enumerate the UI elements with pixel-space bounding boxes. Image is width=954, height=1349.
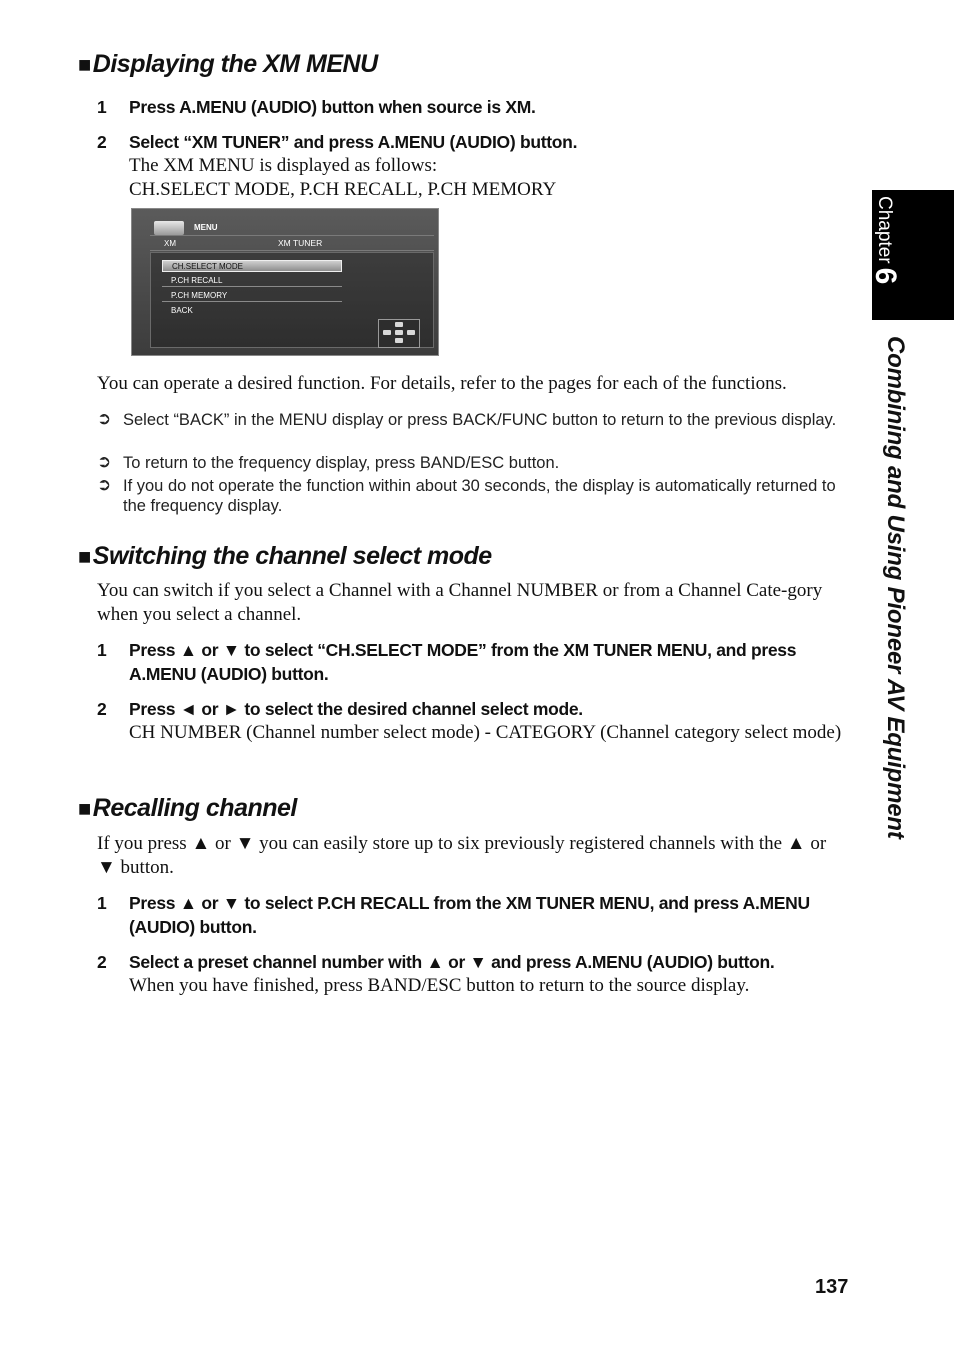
- note-text: To return to the frequency display, press BAND/ESC button.: [123, 454, 560, 472]
- step-1-recalling: [97, 891, 857, 939]
- chapter-tab-label: [871, 196, 905, 284]
- step-number: 2: [97, 952, 107, 972]
- step-number: 1: [97, 893, 107, 913]
- heading-marker: ■: [78, 544, 91, 569]
- section-heading-xm-menu: [78, 50, 378, 79]
- step-description: CH NUMBER (Channel number select mode) - CATEGORY (Channel category select mode): [129, 722, 842, 743]
- step-text: Press ▲ or ▼ to select “CH.SELECT MODE” from the XM TUNER MENU, and press A.MENU (AUDIO) button.: [129, 640, 797, 684]
- note-2: [97, 453, 857, 473]
- menu-item-ch-select-mode[interactable]: CH.SELECT MODE: [162, 260, 342, 272]
- xm-menu-screenshot: [131, 208, 439, 356]
- chapter-number: 6: [869, 267, 902, 285]
- heading-text: Recalling channel: [92, 794, 297, 822]
- up-arrow-icon: [395, 322, 403, 327]
- direction-pad-icon: [378, 319, 420, 348]
- note-1: [97, 410, 857, 430]
- step-number: 2: [97, 699, 107, 719]
- step-2-switching: [97, 697, 857, 745]
- step-number: 1: [97, 97, 107, 117]
- menu-item-p-ch-recall[interactable]: P.CH RECALL: [162, 275, 342, 287]
- note-arrow-icon: ➲: [97, 409, 112, 428]
- heading-text: Displaying the XM MENU: [92, 50, 378, 78]
- step-text: Press ◄ or ► to select the desired channel select mode.: [129, 699, 583, 719]
- note-3: [97, 476, 857, 516]
- xm-menu-paragraph: You can operate a desired function. For details, refer to the pages for each of the functions.: [97, 373, 787, 394]
- note-arrow-icon: ➲: [97, 475, 112, 494]
- chapter-label: Chapter: [874, 196, 895, 264]
- step-text: Select a preset channel number with ▲ or ▼ and press A.MENU (AUDIO) button.: [129, 952, 775, 972]
- step-1-switching: [97, 638, 857, 686]
- note-text: Select “BACK” in the MENU display or press BACK/FUNC button to return to the previous display.: [123, 411, 837, 429]
- step-text: Press A.MENU (AUDIO) button when source is XM.: [129, 97, 536, 117]
- note-arrow-icon: ➲: [97, 452, 112, 471]
- step-description: The XM MENU is displayed as follows:: [129, 155, 438, 176]
- step-2-xm: [97, 130, 857, 202]
- switching-paragraph: You can switch if you select a Channel with a Channel NUMBER or from a Channel Cate-gory when you select a channel.: [97, 580, 823, 625]
- section-heading-switching: [78, 542, 492, 571]
- menu-item-back[interactable]: BACK: [171, 306, 193, 315]
- step-description: When you have finished, press BAND/ESC button to return to the source display.: [129, 975, 750, 996]
- step-1-xm: [97, 95, 857, 119]
- screen-header-line: [150, 221, 434, 236]
- section-heading-recalling: [78, 794, 297, 823]
- center-button-icon: [395, 330, 403, 335]
- step-2-recalling: [97, 950, 857, 998]
- chapter-title: Combining and Using Pioneer AV Equipment: [882, 336, 909, 839]
- screen-source-label: XM: [164, 239, 176, 248]
- heading-marker: ■: [78, 52, 91, 77]
- step-text: Select “XM TUNER” and press A.MENU (AUDIO) button.: [129, 132, 578, 152]
- step-number: 1: [97, 640, 107, 660]
- step-number: 2: [97, 132, 107, 152]
- step-description: CH.SELECT MODE, P.CH RECALL, P.CH MEMORY: [129, 179, 557, 200]
- source-logo-icon: [154, 221, 184, 235]
- right-arrow-icon: [407, 330, 415, 335]
- recalling-paragraph: If you press ▲ or ▼ you can easily store up to six previously registered channels with the ▲ or ▼ button.: [97, 833, 827, 878]
- menu-item-p-ch-memory[interactable]: P.CH MEMORY: [162, 290, 342, 302]
- page-number: 137: [815, 1276, 849, 1298]
- note-text: If you do not operate the function within about 30 seconds, the display is automatically returned to the frequency display.: [123, 477, 836, 515]
- screen-menu-label: MENU: [194, 223, 218, 232]
- down-arrow-icon: [395, 338, 403, 343]
- heading-text: Switching the channel select mode: [92, 542, 492, 570]
- left-arrow-icon: [383, 330, 391, 335]
- screen-tuner-label: XM TUNER: [278, 238, 323, 248]
- heading-marker: ■: [78, 796, 91, 821]
- step-text: Press ▲ or ▼ to select P.CH RECALL from the XM TUNER MENU, and press A.MENU (AUDIO) button.: [129, 893, 810, 937]
